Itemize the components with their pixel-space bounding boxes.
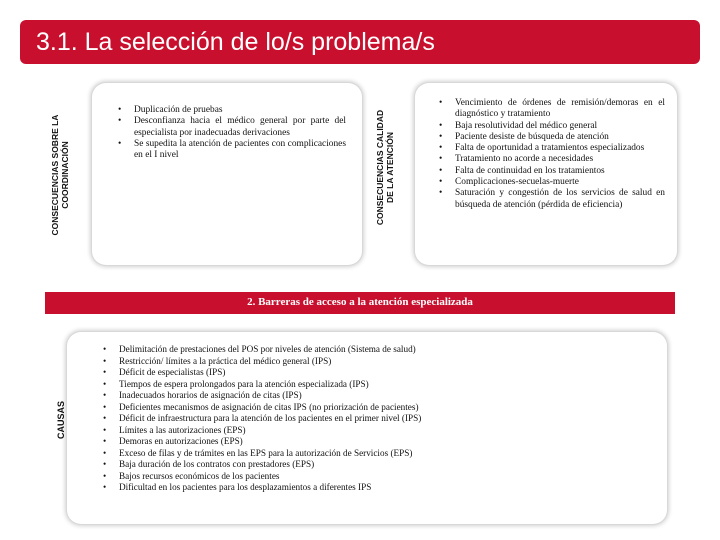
list-item: • Baja resolutividad del médico general: [439, 120, 598, 131]
list-item: • Saturación y congestión de los servicios de salud en búsqueda de atención (pérdida de eficiencia): [439, 188, 665, 210]
bullet-icon: •: [103, 436, 107, 446]
quality-list: [435, 98, 665, 211]
causes-box: [67, 332, 667, 524]
list-item: • Duplicación de pruebas: [118, 105, 223, 115]
list-item: • Complicaciones-secuelas-muerte: [439, 177, 579, 188]
bullet-icon: •: [103, 390, 107, 400]
list-item: • Deficientes mecanismos de asignación de citas IPS (no priorización de pacientes): [103, 401, 419, 412]
list-item: • Paciente desiste de búsqueda de atención: [439, 131, 609, 142]
list-item: • Inadecuados horarios de asignación de citas (IPS): [103, 390, 302, 400]
bullet-icon: •: [439, 143, 443, 154]
barriers-banner: [45, 292, 675, 314]
list-item: • Restricción/ límites a la práctica del médico general (IPS): [103, 355, 332, 366]
coordination-list: [114, 105, 346, 161]
bullet-icon: •: [439, 154, 443, 165]
bullet-icon: •: [103, 447, 107, 458]
list-item: • Bajos recursos económicos de los pacientes: [103, 470, 280, 481]
bullet-icon: •: [103, 401, 107, 412]
list-item: • Demoras en autorizaciones (EPS): [103, 436, 243, 446]
bullet-icon: •: [439, 177, 443, 188]
bullet-icon: •: [103, 355, 107, 366]
quality-label-line1: CONSECUENCIAS CALIDAD: [375, 109, 385, 226]
coordination-label-line2: COORDINACIÓN: [60, 141, 70, 209]
causes-list: [99, 344, 659, 494]
list-item: • Tratamiento no acorde a necesidades: [439, 154, 594, 165]
list-item: • Dificultad en los pacientes para los desplazamientos a diferentes IPS: [103, 482, 372, 492]
bullet-icon: •: [439, 131, 443, 142]
list-item: • Falta de continuidad en los tratamientos: [439, 165, 605, 176]
bullet-icon: •: [439, 98, 443, 108]
bullet-icon: •: [103, 424, 107, 435]
bullet-icon: •: [103, 344, 107, 354]
list-item: • Baja duración de los contratos con prestadores (EPS): [103, 459, 315, 469]
quality-label: [375, 95, 395, 240]
list-item: • Falta de oportunidad a tratamientos especializados: [439, 143, 645, 154]
list-item: • Se supedita la atención de pacientes con complicaciones en el I nivel: [118, 138, 346, 161]
bullet-icon: •: [118, 105, 122, 115]
list-item: • Tiempos de espera prolongados para la atención especializada (IPS): [103, 378, 369, 389]
coordination-box: [92, 83, 362, 265]
bullet-icon: •: [103, 367, 107, 377]
list-item: • Límites a las autorizaciones (EPS): [103, 424, 246, 435]
bullet-icon: •: [103, 482, 107, 492]
causes-label: CAUSAS: [56, 401, 66, 440]
list-item: • Desconfianza hacia el médico general por parte del especialista por inadecuadas derivaciones: [118, 116, 346, 138]
title-bar: [20, 20, 700, 64]
list-item: • Exceso de filas y de trámites en las EPS para la autorización de Servicios (EPS): [103, 447, 413, 458]
barriers-banner-text: 2. Barreras de acceso a la atención especializada: [247, 296, 473, 308]
page-title: 3.1. La selección de lo/s problema/s: [36, 28, 435, 56]
bullet-icon: •: [439, 120, 443, 131]
coordination-label: [50, 100, 70, 250]
coordination-label-line1: CONSECUENCIAS SOBRE LA: [50, 114, 60, 236]
bullet-icon: •: [439, 165, 443, 176]
bullet-icon: •: [103, 413, 107, 423]
bullet-icon: •: [103, 378, 107, 389]
quality-label-line2: DE LA ATENCIÓN: [385, 132, 395, 203]
list-item: • Déficit de especialistas (IPS): [103, 367, 226, 377]
bullet-icon: •: [439, 188, 443, 199]
quality-box: [415, 83, 677, 265]
bullet-icon: •: [118, 116, 122, 127]
bullet-icon: •: [103, 459, 107, 469]
list-item: • Vencimiento de órdenes de remisión/demoras en el diagnóstico y tratamiento: [439, 98, 665, 120]
list-item: • Delimitación de prestaciones del POS por niveles de atención (Sistema de salud): [103, 344, 416, 354]
bullet-icon: •: [103, 470, 107, 481]
list-item: • Déficit de infraestructura para la atención de los pacientes en el primer nivel (IPS): [103, 413, 422, 423]
bullet-icon: •: [118, 138, 122, 149]
